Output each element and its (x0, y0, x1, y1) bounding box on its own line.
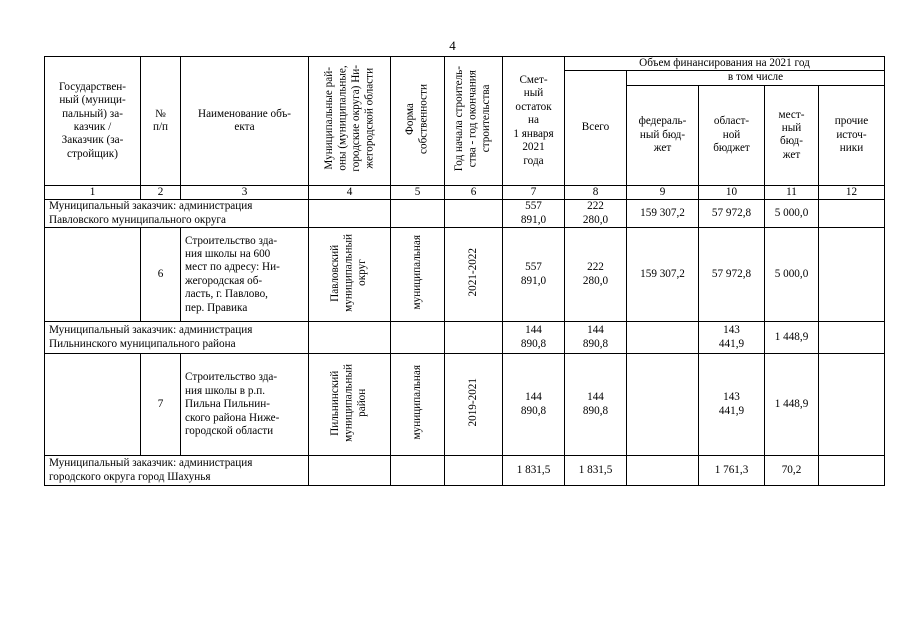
header-funding-title: Объем финансирования на 2021 год (565, 57, 885, 71)
header-regional: област- ной бюджет (699, 85, 765, 185)
page-number: 4 (449, 38, 456, 53)
object-row (45, 228, 885, 322)
local-cell: 1 448,9 (765, 322, 819, 354)
col-number: 5 (391, 185, 445, 199)
header-num: № п/п (141, 57, 181, 186)
regional-cell: 143 441,9 (699, 322, 765, 354)
object-district: Пильнинский муниципальный район (309, 354, 391, 456)
object-number: 6 (141, 228, 181, 322)
col-number: 3 (181, 185, 309, 199)
balance-cell: 144 890,8 (503, 354, 565, 456)
col-number: 1 (45, 185, 141, 199)
object-name: Строительство зда- ния школы в р.п. Пильна Пильнин- ского района Ниже- городской области (181, 354, 309, 456)
col-number: 2 (141, 185, 181, 199)
object-number: 7 (141, 354, 181, 456)
other-cell (819, 200, 885, 228)
header-years: Год начала строитель- ства - год окончания строительства (445, 57, 503, 186)
col-number: 10 (699, 185, 765, 199)
balance-cell: 557 891,0 (503, 200, 565, 228)
total-cell: 144 890,8 (565, 354, 627, 456)
other-cell (819, 322, 885, 354)
local-cell: 70,2 (765, 456, 819, 486)
header-including: в том числе (627, 71, 885, 85)
customer-group-row (45, 200, 885, 228)
local-cell: 1 448,9 (765, 354, 819, 456)
object-ownership: муниципальная (391, 354, 445, 456)
group-customer: Муниципальный заказчик: администрация городского округа город Шахунья (45, 456, 309, 486)
local-cell: 5 000,0 (765, 200, 819, 228)
col-number: 12 (819, 185, 885, 199)
col-number: 7 (503, 185, 565, 199)
col-number: 4 (309, 185, 391, 199)
total-cell: 1 831,5 (565, 456, 627, 486)
federal-cell (627, 354, 699, 456)
object-row (45, 354, 885, 456)
group-customer: Муниципальный заказчик: администрация Павловского муниципального округа (45, 200, 309, 228)
header-balance: Смет- ный остаток на 1 января 2021 года (503, 57, 565, 186)
federal-cell (627, 456, 699, 486)
regional-cell: 1 761,3 (699, 456, 765, 486)
federal-cell: 159 307,2 (627, 200, 699, 228)
header-district: Муниципальные рай- оны (муниципальные, городские округа) Ни- жегородской области (309, 57, 391, 186)
financing-table (44, 56, 885, 486)
header-customer: Государствен- ный (муници- пальный) за- казчик / Заказчик (за- стройщик) (45, 57, 141, 186)
other-cell (819, 228, 885, 322)
other-cell (819, 354, 885, 456)
object-years: 2019-2021 (445, 354, 503, 456)
col-number: 6 (445, 185, 503, 199)
header-other: прочие источ- ники (819, 85, 885, 185)
header-object-name: Наименование объ- екта (181, 57, 309, 186)
customer-group-row (45, 456, 885, 486)
col-number: 9 (627, 185, 699, 199)
object-years: 2021-2022 (445, 228, 503, 322)
header-federal: федераль- ный бюд- жет (627, 85, 699, 185)
local-cell: 5 000,0 (765, 228, 819, 322)
column-numbers-row (45, 185, 885, 199)
total-cell: 144 890,8 (565, 322, 627, 354)
header-ownership: Форма собственности (391, 57, 445, 186)
object-ownership: муниципальная (391, 228, 445, 322)
balance-cell: 557 891,0 (503, 228, 565, 322)
group-customer: Муниципальный заказчик: администрация Пильнинского муниципального района (45, 322, 309, 354)
regional-cell: 57 972,8 (699, 228, 765, 322)
total-cell: 222 280,0 (565, 200, 627, 228)
customer-group-row (45, 322, 885, 354)
balance-cell: 1 831,5 (503, 456, 565, 486)
other-cell (819, 456, 885, 486)
col-number: 8 (565, 185, 627, 199)
federal-cell (627, 322, 699, 354)
object-name: Строительство зда- ния школы на 600 мест по адресу: Ни- жегородская об- ласть, г. Павлово, пер. Правика (181, 228, 309, 322)
regional-cell: 143 441,9 (699, 354, 765, 456)
regional-cell: 57 972,8 (699, 200, 765, 228)
header-total: Всего (565, 71, 627, 185)
object-district: Павловский муниципальный округ (309, 228, 391, 322)
header-local: мест- ный бюд- жет (765, 85, 819, 185)
balance-cell: 144 890,8 (503, 322, 565, 354)
federal-cell: 159 307,2 (627, 228, 699, 322)
col-number: 11 (765, 185, 819, 199)
total-cell: 222 280,0 (565, 228, 627, 322)
